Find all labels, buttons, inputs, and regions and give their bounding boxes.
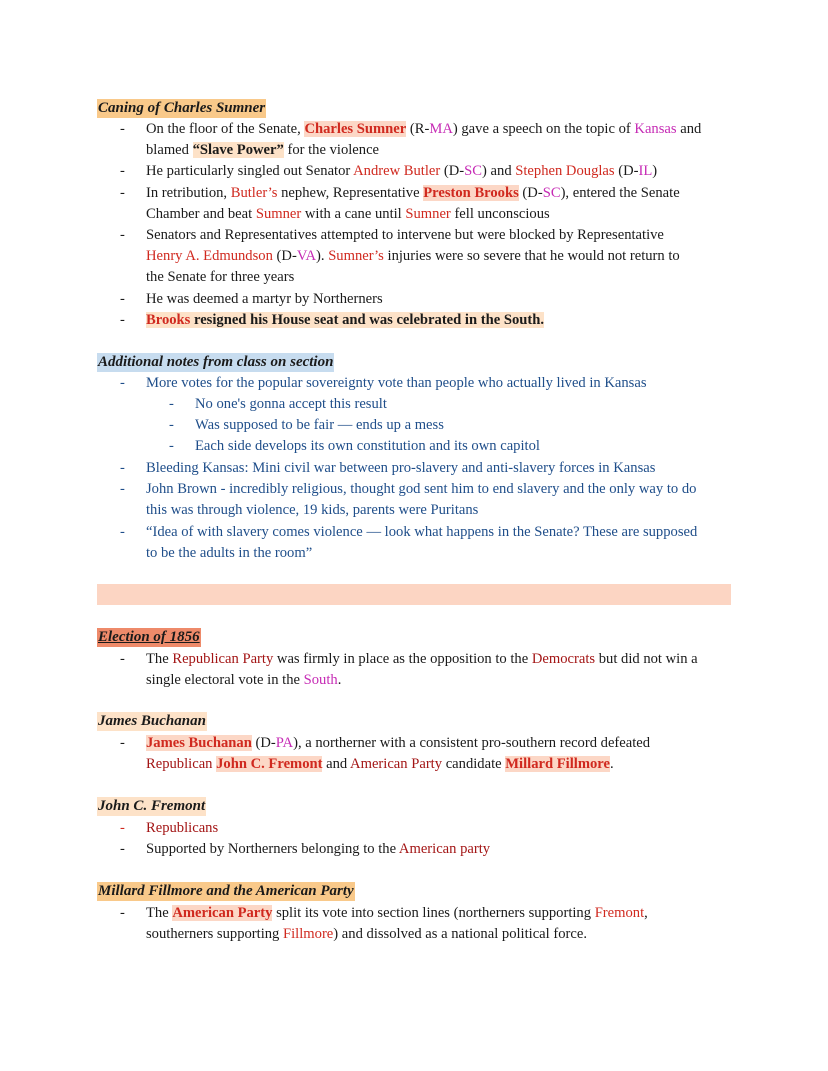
list-item: - Supported by Northerners belonging to the American party	[120, 841, 491, 858]
fillmore-list	[120, 903, 736, 945]
caning-list	[120, 119, 736, 331]
list-item: - Republicans	[120, 820, 219, 836]
election-heading: Election of 1856	[98, 629, 200, 645]
list-item: - In retribution, Butler’s nephew, Representative Preston Brooks (D-SC), entered the Senate Chamber and beat Sumner with a cane until Sumner fell unconscious	[120, 184, 680, 222]
list-item: - Each side develops its own constitution and its own capitol	[169, 438, 540, 455]
fremont-heading: John C. Fremont	[98, 798, 206, 814]
list-item: - The American Party split its vote into section lines (northerners supporting Fremont, southerners supporting Fillmore) and dissolved as a national political force.	[120, 905, 648, 943]
election-list	[120, 649, 736, 691]
caning-heading: Caning of Charles Sumner	[98, 100, 266, 116]
list-item: - James Buchanan (D-PA), a northerner with a consistent pro-southern record defeated Republican John C. Fremont and American Party candidate Millard Fillmore.	[120, 735, 651, 773]
list-item: - On the floor of the Senate, Charles Sumner (R-MA) gave a speech on the topic of Kansas and blamed “Slave Power” for the violence	[120, 121, 702, 159]
list-item: - “Idea of with slavery comes violence — look what happens in the Senate? These are supposed to be the adults in the room”	[120, 523, 698, 561]
list-item: - He was deemed a martyr by Northerners	[120, 290, 383, 307]
list-item: - The Republican Party was firmly in place as the opposition to the Democrats but did not win a single electoral vote in the South.	[120, 651, 698, 689]
buchanan-heading: James Buchanan	[98, 713, 206, 729]
additional-notes-list-2	[120, 458, 736, 564]
section-divider-bar	[97, 584, 731, 605]
list-item: - He particularly singled out Senator Andrew Butler (D-SC) and Stephen Douglas (D-IL)	[120, 163, 658, 180]
list-item: - No one's gonna accept this result	[169, 396, 387, 412]
additional-notes-heading: Additional notes from class on section	[98, 354, 334, 370]
additional-subnotes-list	[169, 394, 735, 458]
buchanan-list	[120, 733, 736, 775]
list-item: - John Brown - incredibly religious, thought god sent him to end slavery and the only way to do this was through violence, 19 kids, parents were Puritans	[120, 481, 697, 519]
list-item: - Bleeding Kansas: Mini civil war between pro-slavery and anti-slavery forces in Kansas	[120, 460, 656, 476]
additional-notes-list	[120, 373, 736, 394]
fremont-list	[120, 818, 736, 860]
list-item: - Senators and Representatives attempted to intervene but were blocked by Representative Henry A. Edmundson (D-VA). Sumner’s injuries were so severe that he would not return to the Senate for three years	[120, 227, 680, 286]
list-item: - More votes for the popular sovereignty vote than people who actually lived in Kansas	[120, 375, 647, 391]
list-item: - Was supposed to be fair — ends up a mess	[169, 417, 444, 434]
list-item: - Brooks resigned his House seat and was celebrated in the South.	[120, 311, 544, 328]
fillmore-heading: Millard Fillmore and the American Party	[98, 883, 354, 899]
